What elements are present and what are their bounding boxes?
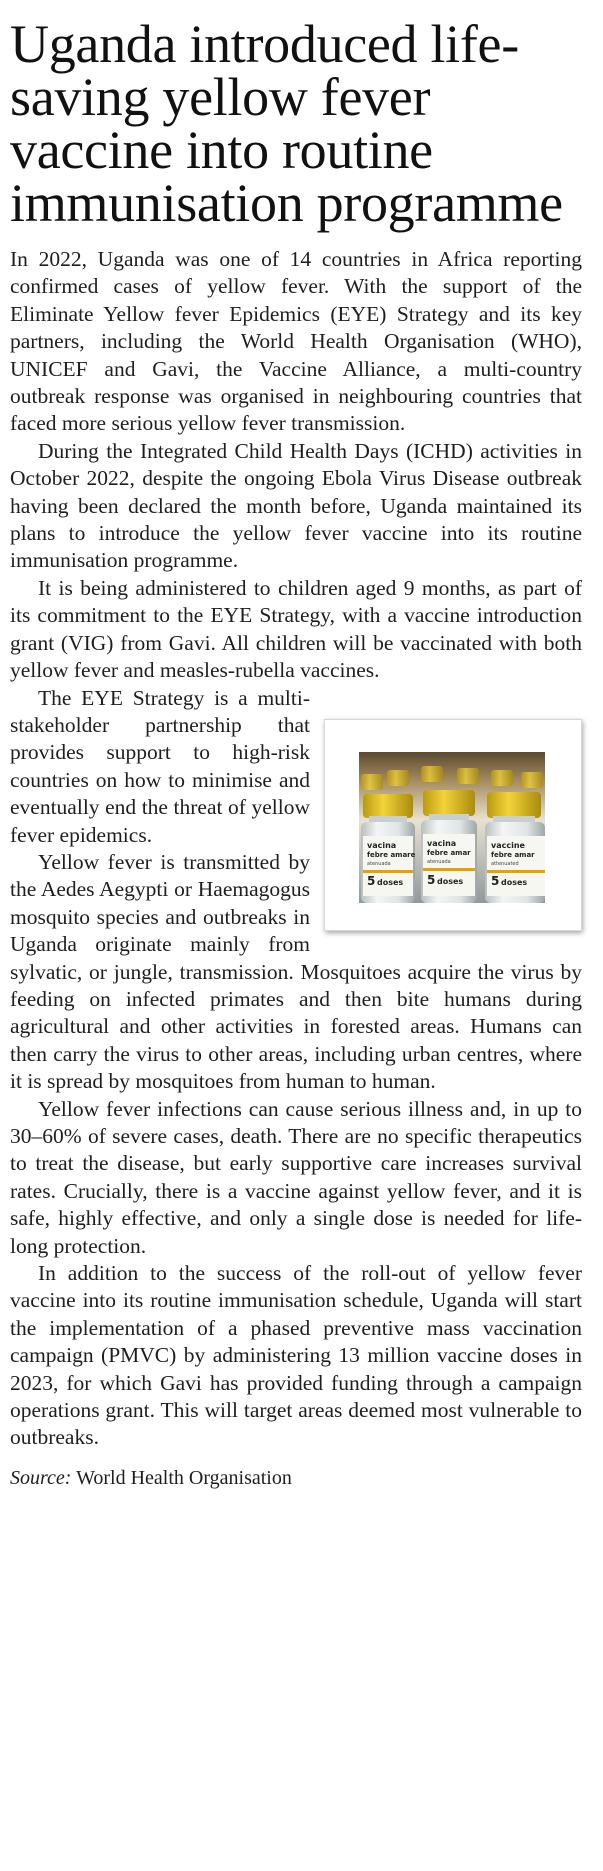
source-name: World Health Organisation (76, 1466, 292, 1489)
paragraph-6: Yellow fever infections can cause serious illness and, in up to 30–60% of severe cases, death. There are no specific therapeutics to treat the disease, but early supportive care increases survival rates. Crucially, there is a vaccine against yellow fever, and it is safe, highly effective, and only a single dose is needed for life-long protection. (10, 1096, 582, 1258)
vial-1-dose-count: 5 (367, 873, 376, 888)
vial-2-dose-count: 5 (427, 872, 436, 887)
vial-3 (485, 792, 545, 903)
vial-1-dose-word: doses (377, 877, 404, 887)
paragraph-5: Yellow fever is transmitted by the Aedes Aegypti or Haemagogus mosquito species and outbreaks in Uganda originate mainly from sylvatic, or jungle, transmission. Mosquitoes acquire the virus by feeding on infected primates and then bite humans during agricultural and other activities in forested areas. Humans can then carry the virus to other areas, including urban centres, where it is spread by mosquitoes from human to human. (10, 849, 582, 1094)
vial-3-label-line-1: vaccine (491, 840, 525, 850)
vial-3-dose-count: 5 (491, 873, 500, 888)
paragraph-3: It is being administered to children aged 9 months, as part of its commitment to the EYE Strategy, with a vaccine introduction grant (VIG) from Gavi. All children will be vaccinated with both yellow fever and measles-rubella vaccines. (10, 575, 582, 683)
article-body (10, 246, 582, 1452)
vial-3-label-line-3: attenuated (491, 860, 519, 867)
vial-2-label-line-3: atenuada (427, 858, 451, 865)
vial-2-dose-word: doses (437, 876, 464, 886)
vial-1-label-line-3: atenuada (367, 860, 391, 867)
article (10, 14, 582, 1490)
vaccine-vials-photo (359, 752, 545, 903)
paragraph-7: In addition to the success of the roll-out of yellow fever vaccine into its routine immunisation schedule, Uganda will start the implementation of a phased preventive mass vaccination campaign (PMVC) by administering 13 million vaccine doses in 2023, for which Gavi has provided funding through a campaign operations grant. This will target areas deemed most vulnerable to outbreaks. (10, 1261, 582, 1450)
vial-3-dose-word: doses (501, 877, 528, 887)
paragraph-2: During the Integrated Child Health Days (ICHD) activities in October 2022, despite the ongoing Ebola Virus Disease outbreak having been declared the month before, Uganda maintained its plans to introduce the yellow fever vaccine into its routine immunisation programme. (10, 438, 582, 573)
paragraph-1: In 2022, Uganda was one of 14 countries in Africa reporting confirmed cases of yellow fever. With the support of the Eliminate Yellow fever Epidemics (EYE) Strategy and its key partners, including the World Health Organisation (WHO), UNICEF and Gavi, the Vaccine Alliance, a multi-country outbreak response was organised in neighbouring countries that faced more serious yellow fever transmission. (10, 247, 582, 436)
vial-2-label-line-2: febre amar (427, 848, 471, 857)
vaccine-photo-frame (324, 719, 582, 931)
headline: Uganda introduced life-saving yellow fever vaccine into routine immunisation programme (10, 14, 563, 233)
vaccine-vials-illustration (359, 752, 545, 903)
vial-1-label-line-2: febre amare (367, 850, 416, 859)
vial-2 (421, 790, 477, 903)
vial-2-label-line-1: vacina (427, 838, 457, 848)
vial-3-label-line-2: febre amar (491, 850, 535, 859)
vial-1 (361, 794, 416, 903)
paragraph-4: The EYE Strategy is a multi-stakeholder partnership that provides support to high-risk countries on how to minimise and eventually end the threat of yellow fever epidemics. (10, 685, 310, 847)
source-label: Source: (10, 1466, 72, 1489)
source-credit (10, 1466, 582, 1490)
vial-1-label-line-1: vacina (367, 840, 397, 850)
